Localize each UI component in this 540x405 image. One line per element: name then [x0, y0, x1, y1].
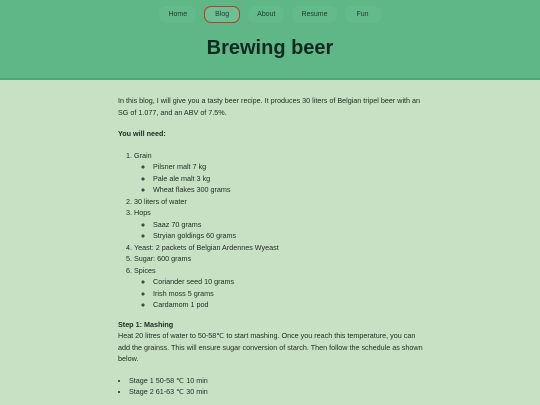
list-item: • Stage 2 61-63 ℃ 30 min — [129, 386, 428, 398]
list-item: ◦ Wheat flakes 300 grams — [153, 184, 428, 196]
list-item-label: Hops — [134, 208, 151, 217]
list-item — [134, 150, 428, 196]
list-item: 5. Sugar: 600 grams — [134, 253, 428, 265]
main-nav — [0, 0, 540, 23]
list-item — [134, 265, 428, 311]
page-header — [0, 0, 540, 80]
list-item: ◦ Coriander seed 10 grams — [153, 276, 428, 288]
nav-blog[interactable]: Blog — [204, 6, 240, 23]
list-item-label: Grain — [134, 150, 152, 160]
list-item: ◦ Pale ale malt 3 kg — [153, 173, 428, 185]
list-item: ◦ Saaz 70 grams — [153, 219, 428, 231]
list-item-label: Spices — [134, 265, 156, 275]
list-item: • Stage 1 50-58 ℃ 10 min — [129, 375, 428, 387]
list-item: ◦ Stryian goldings 60 grams — [153, 230, 428, 242]
sub-list — [134, 276, 428, 311]
page-title: Brewing beer — [206, 37, 334, 59]
nav-resume[interactable]: Resume — [292, 6, 336, 23]
list-item: ◦ Pilsner malt 7 kg — [153, 161, 428, 173]
mash-stages-list — [118, 375, 428, 398]
list-item — [134, 207, 428, 242]
step1-text: Heat 20 litres of water to 50-58℃ to start mashing. Once you reach this temperature, you can add the grainss. This will ensure sugar conversion of starch. Then follow the schedule as shown below. — [118, 331, 423, 363]
need-heading: You will need: — [118, 129, 166, 138]
list-item: ◦ Cardamom 1 pod — [153, 299, 428, 311]
blog-content — [118, 95, 428, 398]
list-item: ◦ Irish moss 5 grams — [153, 288, 428, 300]
nav-about[interactable]: About — [248, 6, 284, 23]
nav-home[interactable]: Home — [159, 6, 196, 23]
list-item: 2. 30 liters of water — [134, 196, 428, 208]
list-item: 4. Yeast: 2 packets of Belgian Ardennes Wyeast — [134, 242, 428, 254]
step1-title: Step 1: Mashing — [118, 319, 174, 329]
nav-fun[interactable]: Fun — [345, 6, 381, 23]
sub-list — [134, 219, 428, 242]
sub-list — [134, 161, 428, 196]
ingredients-list — [118, 150, 428, 311]
intro-paragraph: In this blog, I will give you a tasty beer recipe. It produces 30 liters of Belgian tripel beer with an SG of 1.077, and an ABV of 7.5%. — [118, 96, 421, 117]
